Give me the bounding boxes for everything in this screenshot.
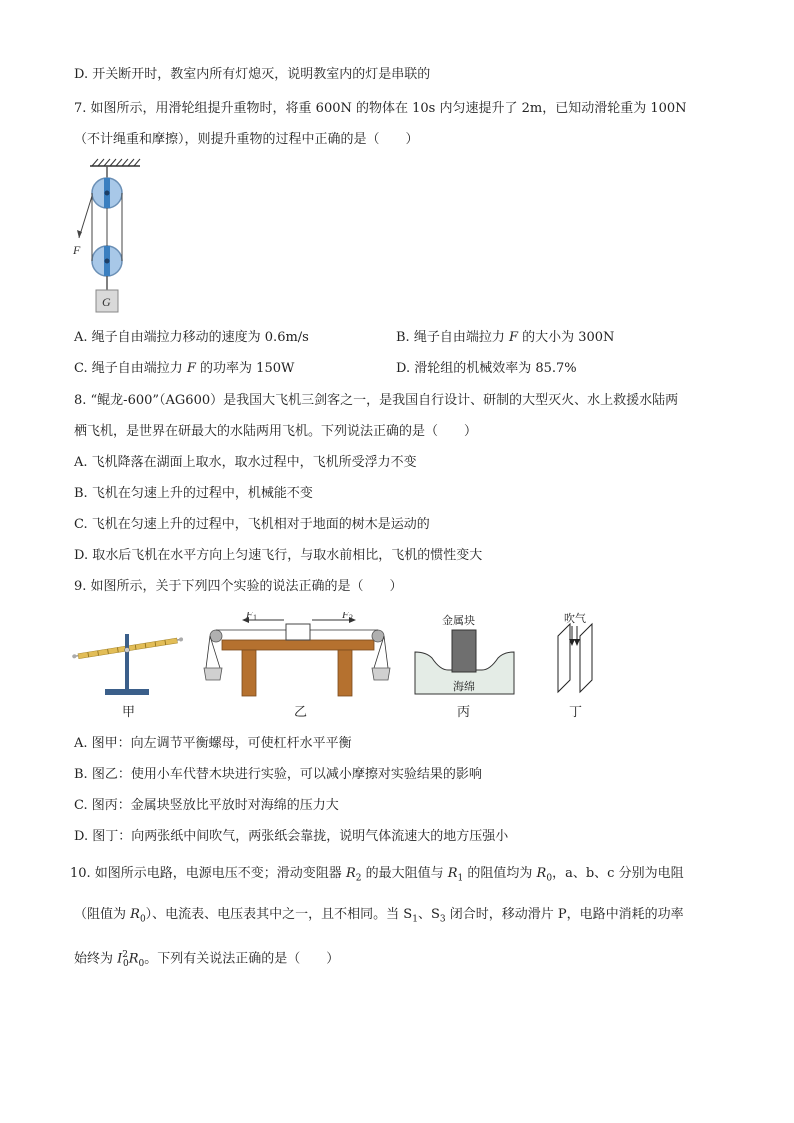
fig-caption-yi: 乙 [294, 705, 308, 720]
metal-block-label: 金属块 [442, 614, 475, 627]
q8-option-d: D. 取水后飞机在水平方向上匀速飞行，与取水前相比，飞机的惯性变大 [74, 548, 483, 563]
q7-option-d: D. 滑轮组的机械效率为 85.7% [396, 361, 577, 376]
q7-option-b: B. 绳子自由端拉力 F 的大小为 300N [396, 330, 615, 345]
q8-option-c: C. 飞机在匀速上升的过程中，飞机相对于地面的树木是运动的 [74, 517, 430, 532]
sponge-figure [410, 610, 520, 696]
lever-stand-base [105, 689, 149, 695]
weight-label-g: G [102, 295, 111, 309]
q9-option-d: D. 图丁：向两张纸中间吹气，两张纸会靠拢，说明气体流速大的地方压强小 [74, 829, 509, 844]
q9-option-a: A. 图甲：向左调节平衡螺母，可使杠杆水平平衡 [74, 736, 352, 751]
paper-left [558, 624, 570, 692]
paper-right [580, 624, 592, 692]
q7-stem-line1: 7. 如图所示，用滑轮组提升重物时，将重 600N 的物体在 10s 内匀速提升了 2m，已知动滑轮重为 100N [74, 101, 687, 116]
q10-stem-line3: 始终为 $I^2_0R_0$。下列有关说法正确的是（ ） [74, 950, 340, 969]
force-label-f1: F [246, 612, 253, 621]
left-weight-pan [204, 668, 222, 680]
balance-nut-right [179, 637, 184, 642]
left-pulley [210, 630, 222, 642]
q8-stem-line2: 栖飞机，是世界在研最大的水陆两用飞机。下列说法正确的是（ ） [74, 424, 478, 439]
q6-option-d: D. 开关断开时，教室内所有灯熄灭，说明教室内的灯是串联的 [74, 67, 431, 82]
q9-stem: 9. 如图所示，关于下列四个实验的说法正确的是（ ） [74, 579, 403, 594]
q10-stem-line1: 10. 如图所示电路，电源电压不变；滑动变阻器 $R_2$ 的最大阻值与 $R_1$ 的阻值均为 $R_0$，a、b、c 分别为电阻 [70, 866, 684, 884]
right-weight-pan [372, 668, 390, 680]
right-pulley [372, 630, 384, 642]
blow-paper-figure [548, 608, 608, 698]
fig-caption-jia: 甲 [122, 705, 136, 720]
q7-option-c: C. 绳子自由端拉力 F 的功率为 150W [74, 361, 295, 376]
metal-block [452, 630, 476, 672]
q10-stem-line2: （阻值为 $R_0$）、电流表、电压表其中之一，且不相同。当 $S_1$、$S_3$ 闭合时，移动滑片 P，电路中消耗的功率 [74, 907, 684, 925]
blow-label: 吹气 [564, 612, 586, 625]
q7-option-a: A. 绳子自由端拉力移动的速度为 0.6m/s [74, 330, 309, 345]
fig-caption-bing: 丙 [457, 705, 471, 720]
table-top [222, 640, 374, 650]
q8-option-b: B. 飞机在匀速上升的过程中，机械能不变 [74, 486, 313, 501]
q7-stem-line2: （不计绳重和摩擦），则提升重物的过程中正确的是（ ） [74, 132, 419, 147]
q9-option-c: C. 图丙：金属块竖放比平放时对海绵的压力大 [74, 798, 339, 813]
q9-option-b: B. 图乙：使用小车代替木块进行实验，可以减小摩擦对实验结果的影响 [74, 767, 482, 782]
fig-caption-ding: 丁 [569, 705, 583, 720]
force-label-f: F [73, 243, 81, 257]
friction-table-figure [202, 612, 397, 702]
q8-stem-line1: 8. “鲲龙-600”（AG600）是我国大飞机三剑客之一，是我国自行设计、研制的大型灭火、水上救援水陆两 [74, 393, 679, 408]
lever-figure [72, 626, 187, 698]
force-label-f2-sub: 2 [349, 613, 353, 622]
balance-nut-left [72, 654, 77, 659]
force-label-f1-sub: 1 [253, 613, 257, 622]
sponge-label: 海绵 [453, 680, 475, 693]
pulley-system-figure [70, 158, 150, 318]
wooden-block [286, 624, 310, 640]
force-label-f2: F [342, 612, 349, 621]
q8-option-a: A. 飞机降落在湖面上取水，取水过程中，飞机所受浮力不变 [74, 455, 417, 470]
